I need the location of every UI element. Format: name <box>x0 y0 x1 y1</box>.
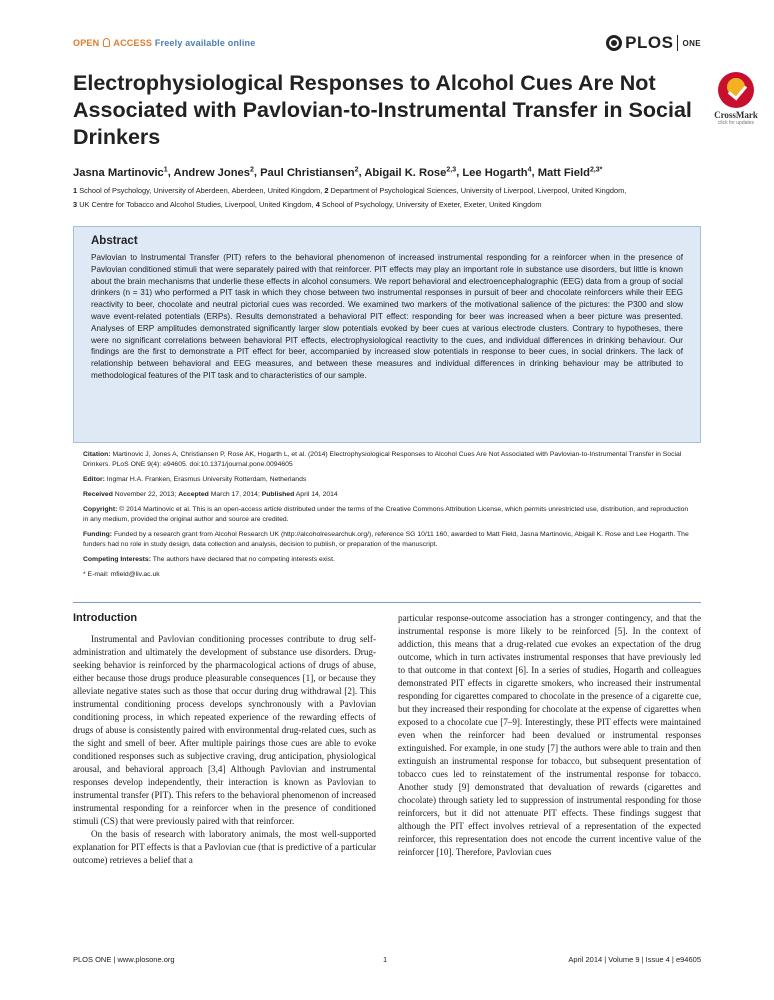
author: Abigail K. Rose$^{2,3}$ <box>364 166 457 179</box>
body-column-right <box>398 612 701 859</box>
one-wordmark: ONE <box>682 38 701 48</box>
intro-paragraph: particular response-outcome association has a stronger contingency, and that the instrumental response is more likely to be reinforced [5]. In the context of addiction, this means that a drug-related cue evokes an expectation of the drug outcome, which in turn activates instrumental responses that have previously led to that outcome in that context [6]. In a series of studies, Hogarth and colleagues demonstrated PIT effects in cigarette smokers, who increased their instrumental responding for cigarettes compared to chocolate in the presence of a cigarette cue, but they increased their responding for chocolate at the expense of cigarettes when exposed to a chocolate cue [7–9]. Interestingly, these PIT effects were maintained even when the reinforcer had been devalued or instrumental responses extinguished. For example, in one study [7] the authors were able to train and then extinguish an instrumental response for tobacco, but subsequent presentation of tobacco cues led to reinstatement of the instrumental response for tobacco. Another study [9] demonstrated that devaluation of rewards (cigarettes and chocolate) through satiety led to suppression of instrumental responding for those reinforcers, but it did not attenuate PIT effects. These findings suggest that although the PIT effect involves retrieval of a representation of the expected reinforcer, this representation does not encode the current incentive value of the reinforcer [10]. Therefore, Pavlovian cues <box>398 613 701 857</box>
author: Lee Hogarth$^4$ <box>462 166 532 179</box>
dates: Received November 22, 2013; Accepted March 17, 2014; Published April 14, 2014 <box>83 491 338 498</box>
plos-one-logo <box>606 32 701 54</box>
author-list: Jasna Martinovic$^1$, Andrew Jones$^2$, Paul Christiansen$^2$, Abigail K. Rose$^{2,3}$, Lee Hogarth$^4$, Matt Field$^{2,3*}$ <box>73 166 603 179</box>
article-title: Electrophysiological Responses to Alcohol Cues Are Not Associated with Pavlovian-to-Instrumental Transfer in Social Drinkers <box>73 71 692 149</box>
author: Andrew Jones$^2$ <box>173 166 254 179</box>
crossmark-sublabel: click for updates <box>717 120 755 126</box>
crossmark-badge[interactable] <box>708 72 764 126</box>
freely-available-label: Freely available online <box>154 38 256 48</box>
open-label: OPEN <box>73 38 100 48</box>
intro-paragraph: Instrumental and Pavlovian conditioning processes contribute to drug self-administration and ultimately the development of substance use disorders. Drug-seeking behavior is reinforced by the pharmacological actions of drugs of abuse, either because those drugs produce pleasurable consequences [1], or because they alleviate negative states such as those that occur during drug withdrawal [2]. This instrumental conditioning process develops synchronously with a Pavlovian conditioning process, in which repeated experience of the rewarding effects of drugs of abuse is consistently paired with environmental drug-related cues, such as the sight and smell of beer. After multiple pairings those cues are able to evoke conditioned responses such as subjective craving, drug anticipation, physiological arousal, and behavioral approach [3,4] Although Pavlovian and instrumental responses develop independently, their interaction is known as Pavlovian to instrumental transfer (PIT). This refers to the behavioral phenomenon of increased instrumental responding for a reinforcer when in the presence of conditioned stimuli (CS) that were previously paired with that reinforcer. <box>73 634 376 826</box>
journal-header <box>73 33 701 58</box>
author: Matt Field$^{2,3*}$ <box>537 166 603 179</box>
introduction-heading: Introduction <box>73 612 138 624</box>
access-label: ACCESS <box>113 38 153 48</box>
open-access-lock-icon <box>103 38 110 47</box>
article-metadata <box>83 450 693 585</box>
funding: Funding: Funded by a research grant from Alcohol Research UK (http://alcoholresearchuk.org/), reference SG 10/11 160, awarded to Matt Field, Jasna Martinovic, Abigail K. Rose and Lee Hogarth. The funders had no role in study design, data collection and analysis, decision to publish, or preparation of the manuscript. <box>83 531 689 548</box>
page-number: 1 <box>383 955 388 964</box>
body-column-left <box>73 612 376 867</box>
intro-paragraph: On the basis of research with laboratory animals, the most well-supported explanation for PIT effects is that a Pavlovian cue (that is predictive of a particular outcome) retrieves a belief that a <box>73 829 376 865</box>
footer-issue: April 2014 | Volume 9 | Issue 4 | e94605 <box>568 955 701 964</box>
footer-journal: PLOS ONE | www.plosone.org <box>73 955 175 964</box>
corresponding-email[interactable]: * E-mail: mfield@liv.ac.uk <box>83 571 160 578</box>
abstract-text: Pavlovian to Instrumental Transfer (PIT) refers to the behavioral phenomenon of increased instrumental responding for a reinforcer when in the presence of Pavlovian conditioned stimuli that were separately paired with that reinforcer. PIT effects may play an important role in substance use disorders, but little is known about the brain mechanisms that underlie these effects in alcohol consumers. We report behavioral and electroencephalographic (EEG) data from a group of social drinkers (n = 31) who performed a PIT task in which they chose between two instrumental responses in pursuit of beer and chocolate reinforcers while their EEG reactivity to beer, chocolate and neutral pictorial cues was recorded. We examined two markers of the motivational salience of the pictures: the P300 and slow wave event-related potentials (ERPs). Results demonstrated a behavioral PIT effect: responding for beer was increased when a beer picture was presented. Analyses of ERP amplitudes demonstrated significantly larger slow potentials evoked by beer cues at various electrode clusters. Contrary to hypotheses, there were no significant correlations between behavioral PIT effects, electrophysiological reactivity to the cues, and individual differences in drinking behaviour. Our findings are the first to demonstrate a PIT effect for beer, accompanied by increased slow potentials in response to beer cues, in social drinkers. The lack of relationship between behavioral and EEG measures, and between these measures and individual differences in drinking behaviour may be attributed to methodological features of the PIT task and to characteristics of our sample. <box>91 253 683 380</box>
abstract-heading: Abstract <box>91 235 138 247</box>
editor: Editor: Ingmar H.A. Franken, Erasmus University Rotterdam, Netherlands <box>83 476 307 483</box>
plos-wordmark: PLOS <box>625 33 674 52</box>
author: Jasna Martinovic$^1$ <box>73 166 168 179</box>
crossmark-label: CrossMark <box>714 110 758 120</box>
open-access-banner <box>73 38 255 48</box>
section-divider <box>73 602 701 603</box>
crossmark-icon[interactable] <box>718 72 754 108</box>
plos-gear-icon <box>606 35 622 51</box>
logo-divider <box>677 35 678 51</box>
affiliations: 1 School of Psychology, University of Aberdeen, Aberdeen, United Kingdom, 2 Department of Psychological Sciences, University of Liverpool, Liverpool, United Kingdom, 3 UK Centre for Tobacco and Alcohol Studies, Liverpool, United Kingdom, 4 School of Psychology, University of Exeter, Exeter, United Kingdom <box>73 186 627 209</box>
copyright: Copyright: © 2014 Martinovic et al. This is an open-access article distributed under the terms of the Creative Commons Attribution License, which permits unrestricted use, distribution, and reproduction in any medium, provided the original author and source are credited. <box>83 506 689 523</box>
author: Paul Christiansen$^2$ <box>260 166 359 179</box>
competing-interests: Competing Interests: The authors have declared that no competing interests exist. <box>83 556 335 563</box>
abstract-box <box>73 226 701 443</box>
citation: Citation: Martinovic J, Jones A, Christiansen P, Rose AK, Hogarth L, et al. (2014) Electrophysiological Responses to Alcohol Cues Are Not Associated with Pavlovian-to-Instrumental Transfer in Social Drinkers. PLoS ONE 9(4): e94605. doi:10.1371/journal.pone.0094605 <box>83 451 682 468</box>
